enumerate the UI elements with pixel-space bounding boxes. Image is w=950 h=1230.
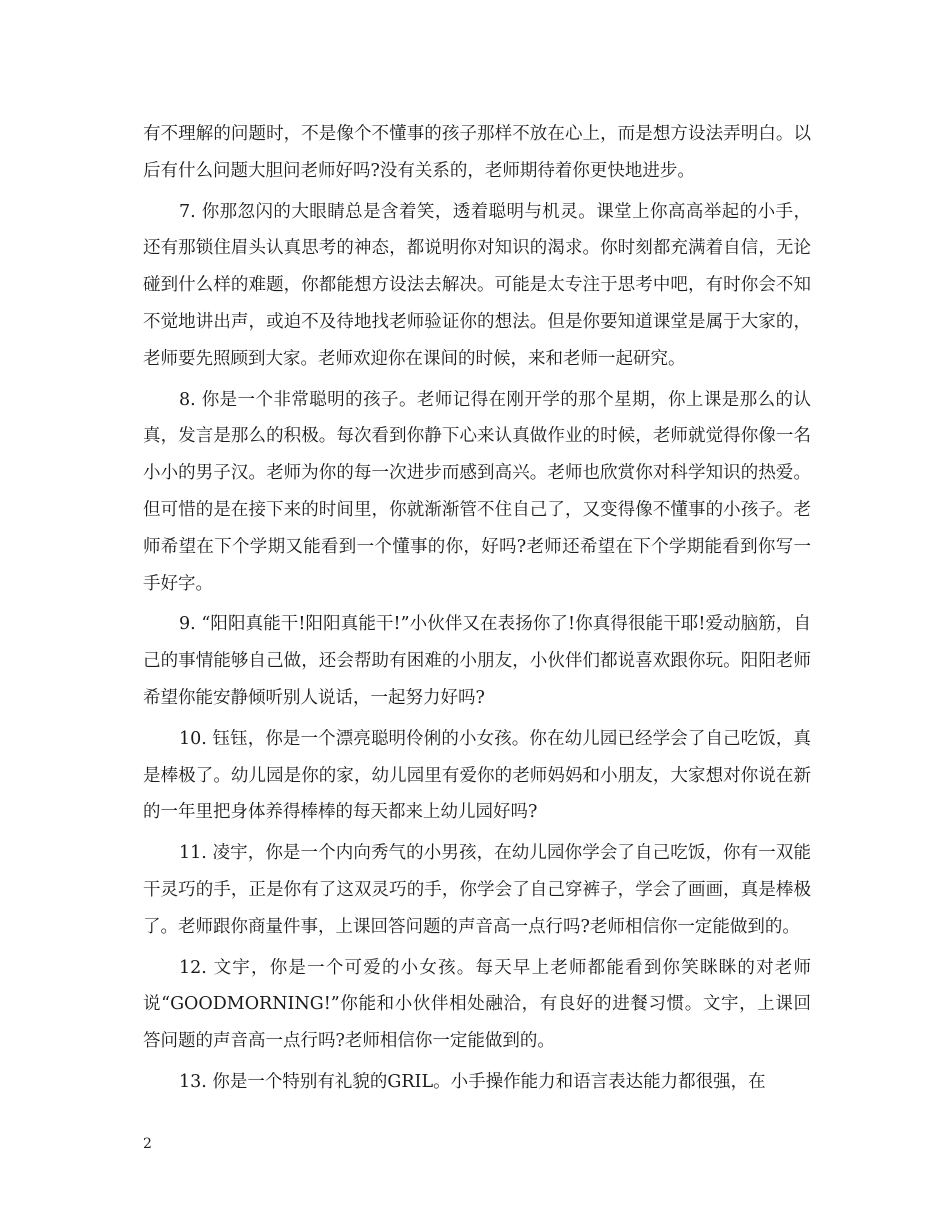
paragraph-item-7: 7. 你那忽闪的大眼睛总是含着笑，透着聪明与机灵。课堂上你高高举起的小手，还有那锁住眉头认真思考的神态，都说明你对知识的渴求。你时刻都充满着自信，无论碰到什么样的难题，你都能想方设法去解决。可能是太专注于思考中吧，有时你会不知不觉地讲出声，或迫不及待地找老师验证你的想法。但是你要知道课堂是属于大家的，老师要先照顾到大家。老师欢迎你在课间的时候，来和老师一起研究。 xyxy=(143,201,811,369)
paragraph-item-12: 12. 文宇，你是一个可爱的小女孩。每天早上老师都能看到你笑眯眯的对老师说“GOODMORNING!”你能和小伙伴相处融洽，有良好的进餐习惯。文宇，上课回答问题的声音高一点行吗?老师相信你一定能做到的。 xyxy=(143,957,811,1052)
page-number: 2 xyxy=(143,1136,152,1152)
paragraph-item-8: 8. 你是一个非常聪明的孩子。老师记得在刚开学的那个星期，你上课是那么的认真，发言是那么的积极。每次看到你静下心来认真做作业的时候，老师就觉得你像一名小小的男子汉。老师为你的每一次进步而感到高兴。老师也欣赏你对科学知识的热爱。但可惜的是在接下来的时间里，你就渐渐管不住自己了，又变得像不懂事的小孩子。老师希望在下个学期又能看到一个懂事的你，好吗?老师还希望在下个学期能看到你写一手好字。 xyxy=(143,389,811,594)
paragraph-item-9: 9. “阳阳真能干!阳阳真能干!”小伙伴又在表扬你了!你真得很能干耶!爱动脑筋，自己的事情能够自己做，还会帮助有困难的小朋友，小伙伴们都说喜欢跟你玩。阳阳老师希望你能安静倾听别人说话，一起努力好吗? xyxy=(143,614,811,708)
paragraph-item-10: 10. 钰钰，你是一个漂亮聪明伶俐的小女孩。你在幼儿园已经学会了自己吃饭，真是棒极了。幼儿园是你的家，幼儿园里有爱你的老师妈妈和小朋友，大家想对你说在新的一年里把身体养得棒棒的每天都来上幼儿园好吗? xyxy=(143,728,811,823)
paragraph-item-13: 13. 你是一个特别有礼貌的GRIL。小手操作能力和语言表达能力都很强，在 xyxy=(179,1071,766,1092)
document-body xyxy=(143,116,811,1105)
paragraph-continuation: 有不理解的问题时，不是像个不懂事的孩子那样不放在心上，而是想方设法弄明白。以后有什么问题大胆问老师好吗?没有关系的，老师期待着你更快地进步。 xyxy=(143,124,811,181)
paragraph-item-11: 11. 凌宇，你是一个内向秀气的小男孩，在幼儿园你学会了自己吃饭，你有一双能干灵巧的手，正是你有了这双灵巧的手，你学会了自己穿裤子，学会了画画，真是棒极了。老师跟你商量件事，上课回答问题的声音高一点行吗?老师相信你一定能做到的。 xyxy=(143,843,811,937)
